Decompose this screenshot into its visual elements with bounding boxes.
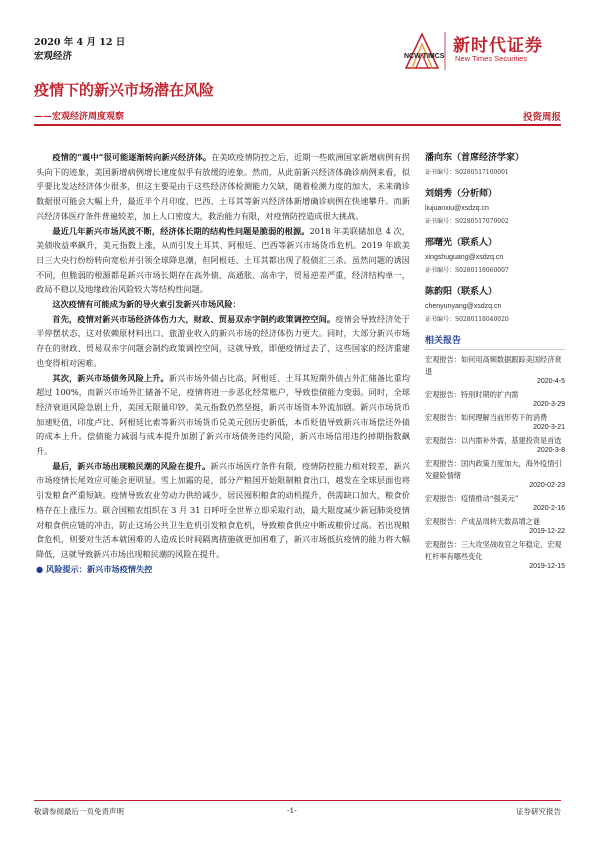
related-report[interactable]: 宏观报告：国内政策力度加大，海外疫情引发避险情绪 2020-02-23 bbox=[425, 459, 565, 489]
analyst-email[interactable]: liujuanxiu@xsdzq.cn bbox=[425, 205, 489, 212]
brand-name: 新时代证券 bbox=[453, 36, 543, 56]
analyst-item: 刘娟秀（分析师） liujuanxiu@xsdzq.cn 证书编号：S0280517070002 bbox=[425, 186, 565, 225]
analyst-email[interactable]: xingshuguang@xsdzq.cn bbox=[425, 254, 504, 261]
footer-divider bbox=[34, 800, 561, 801]
paragraph-4: 首先，疫情对新兴市场经济体伤力大，财政、贸易双赤字制约政策调控空间。疫情会导致经济处于半停摆状态，这对依赖原材料出口、旅游业收入的新兴市场的经济体伤力更大。同时，大部分新兴市场存在的财政、贸易双赤字问题会制约政策调控空间，这就导致，即便疫情过去了，这些国家的经济重建也变得相对困难。 bbox=[36, 313, 410, 368]
related-reports-heading: 相关报告 bbox=[425, 333, 565, 350]
header-divider bbox=[34, 124, 561, 126]
paragraph-5: 其次，新兴市场债务风险上升。新兴市场外债占比高，阿根廷、土耳其短期外债占外汇储备比重均超过 100%，而新兴市场外汇储备不足，疫情将进一步恶化经常账户，导致偿债能力变弱。同时，全球经济衰退风险急剧上升，美国无限量印钞，美元指数仍然坚挺，新兴市场资本外流加剧。新兴市场货币加速贬值，印度卢比、阿根廷比索等新兴市场货币兑美元创历史新低，本币贬值导致新兴市场偿还外债的成本上升。偿债能力减弱与成本提升加剧了新兴市场债务违约风险，新兴市场信用违约掉期指数飙升。 bbox=[36, 372, 410, 457]
analyst-email[interactable]: chenyunyang@xsdzq.cn bbox=[425, 303, 502, 310]
report-section: 宏观经济 bbox=[34, 51, 73, 62]
logo-mark-text: NCW TIMCS bbox=[404, 53, 445, 60]
paragraph-3: 这次疫情有可能成为新的导火索引发新兴市场风险： bbox=[52, 299, 241, 310]
analyst-item: 潘向东（首席经济学家） 证书编号：S0280517100001 bbox=[425, 153, 525, 176]
related-report[interactable]: 宏观报告：如何理解当前形势下的消费 2020-3-21 bbox=[425, 413, 565, 431]
footer-label: 证券研究报告 bbox=[516, 807, 561, 816]
footer-disclaimer: 敬请参阅最后一页免责声明 bbox=[34, 807, 124, 816]
risk-warning: ● 风险提示：新兴市场疫情失控 bbox=[36, 563, 153, 574]
report-title: 疫情下的新兴市场潜在风险 bbox=[34, 81, 215, 99]
paragraph-2: 最近几年新兴市场风波不断，经济体长期的结构性问题是脆弱的根源。2018 年美联储加息 4 次，美债收益率飙升，美元指数上涨，从而引发土耳其、阿根廷、巴西等新兴市场货币危机。2019 年欧美日三大央行纷纷转向宽松并引领全球降息潮，但阿根廷、土耳其都出现了股债汇三杀。虽然问题的诱因不同，但脆弱的根源都是新兴市场长期存在高外债、高通胀、高赤字，贸易逆差严重，经济结构单一，政局不稳以及地缘政治风险较大等结构性问题。 bbox=[36, 225, 410, 295]
paragraph-1: 疫情的“震中”很可能逐渐转向新兴经济体。在美欧疫情防控之后，近期一些欧洲国家新增病例有拐头向下的迹象，美国新增病例增长速度似乎有放缓的迹象。然而，从此前新兴经济体确诊病例来看，似乎要比发达经济体少很多，但这主要是由于这些经济体检测能力欠缺，随着检测力度的加大，未来确诊数据很可能会大幅上升，最近半个月印度、巴西、土耳其等新兴经济体新增确诊病例在快速攀升。而新兴经济体医疗条件普遍较差，加上人口密度大，救治能力有限，对疫情防控造成很大挑战。 bbox=[36, 152, 410, 221]
report-body bbox=[36, 150, 410, 576]
report-date: 2020 年 4 月 12 日 bbox=[34, 37, 126, 48]
related-report[interactable]: 宏观报告：特别时期的扩内需 2020-3-29 bbox=[425, 390, 565, 408]
related-report[interactable]: 宏观报告：如何用高频数据跟踪美国经济衰退 2020-4-5 bbox=[425, 355, 565, 385]
related-report[interactable]: 宏观报告：疫情推动“强美元” 2020-2-16 bbox=[425, 494, 565, 512]
paragraph-6: 最后，新兴市场出现粮民潮的风险在提升。新兴市场医疗条件有限，疫情防控能力相对较差，新兴市场疫情长尾效应可能会更明显。雪上加霜的是，部分产粮国开始限制粮食出口，越发在全球层面也将引发粮食严重短缺。疫情导致农业劳动力供给减少，居民囤积粮食的动机提升，供需缺口加大，粮食价格存在上涨压力。联合国粮农组织在 3 月 31 日呼吁全世界立即采取行动，最大限度减少新冠肺炎疫情对粮食供应链的冲击，防止这场公共卫生危机引发粮食危机，导致粮食供应中断或粮价过高。若出现粮食危机，则要对生活本就困难的人造成长时间隔离措施就更加困难了，新兴市场抵抗疫情的能力将大幅降低，这就导致新兴市场出现粮民潮的风险在提升。 bbox=[36, 460, 410, 559]
analyst-item: 邢曙光（联系人） xingshuguang@xsdzq.cn 证书编号：S0280118060007 bbox=[425, 235, 565, 274]
report-type: 投资周报 bbox=[522, 112, 561, 123]
related-report[interactable]: 宏观报告：以内需补外需，基建投资是首选 2020-3-8 bbox=[425, 436, 565, 454]
report-subtitle: ——宏观经济周度观察 bbox=[34, 112, 125, 122]
analyst-item: 陈韵阳（联系人） chenyunyang@xsdzq.cn 证书编号：S0280118040020 bbox=[425, 284, 565, 323]
related-report[interactable]: 宏观报告：产成品周转天数高增之谜 2019-12-22 bbox=[425, 517, 565, 535]
bullet-icon: ● bbox=[36, 563, 46, 574]
related-report[interactable]: 宏观报告：三大攻坚战收官之年稳定、宏观杠杆率有哪些变化 2019-12-15 bbox=[425, 540, 565, 570]
sidebar bbox=[425, 150, 565, 570]
brand-name-en: New Times Securities bbox=[455, 54, 528, 63]
page-number: -1- bbox=[287, 806, 297, 815]
